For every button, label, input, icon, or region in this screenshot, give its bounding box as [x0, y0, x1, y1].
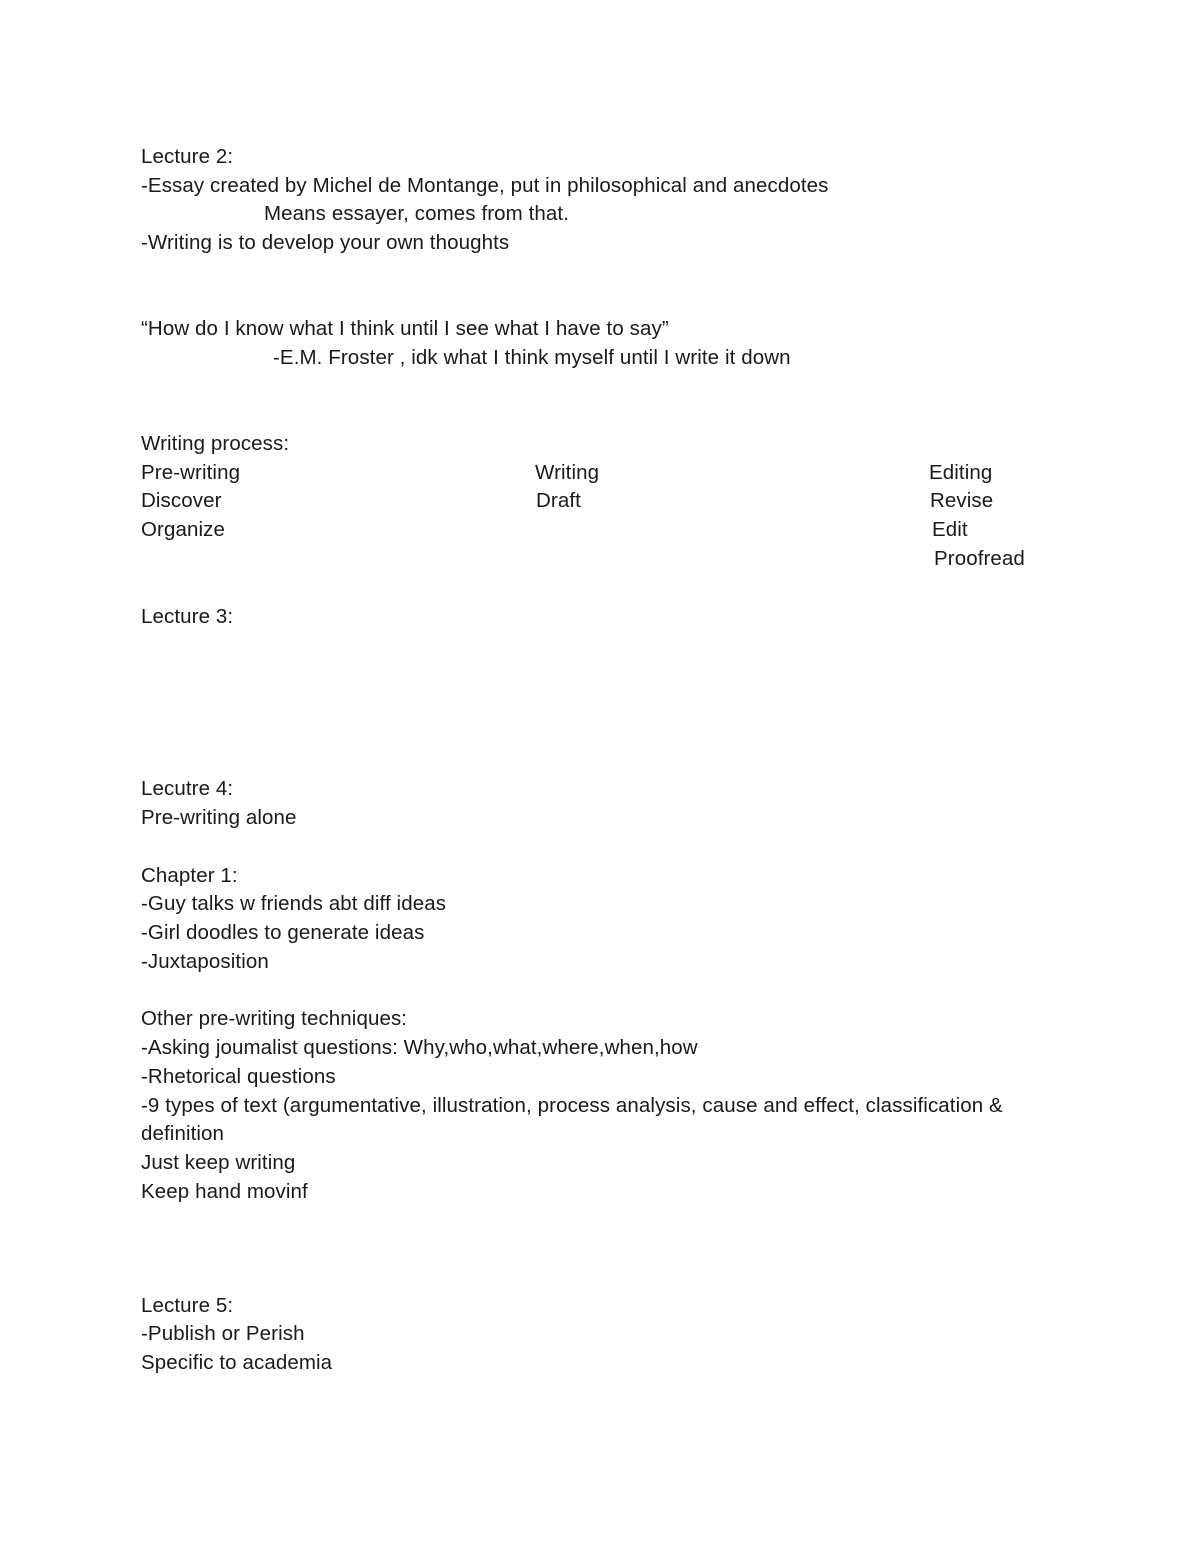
technique-item: definition [141, 1122, 225, 1145]
lecture-4-line-1: Pre-writing alone [141, 806, 297, 829]
quote-text: “How do I know what I think until I see what I have to say” [141, 317, 669, 340]
prewriting-item-discover: Discover [141, 489, 222, 512]
chapter-1-heading: Chapter 1: [141, 864, 238, 887]
lecture-2-line-2: Means essayer, comes from that. [264, 202, 570, 225]
lecture-3-heading: Lecture 3: [141, 605, 234, 628]
prewriting-item-organize: Organize [141, 518, 225, 541]
lecture-2-line-3: -Writing is to develop your own thoughts [141, 231, 510, 254]
chapter-1-item: -Guy talks w friends abt diff ideas [141, 892, 447, 915]
writing-column-title: Writing [535, 461, 600, 484]
editing-item-proofread: Proofread [934, 547, 1025, 570]
prewriting-column-title: Pre-writing [141, 461, 241, 484]
chapter-1-item: -Girl doodles to generate ideas [141, 921, 425, 944]
technique-item: -9 types of text (argumentative, illustration, process analysis, cause and effect, classification & [141, 1094, 1003, 1117]
lecture-4-heading: Lecutre 4: [141, 777, 234, 800]
other-techniques-heading: Other pre-writing techniques: [141, 1007, 408, 1030]
editing-item-edit: Edit [932, 518, 968, 541]
chapter-1-item: -Juxtaposition [141, 950, 269, 973]
lecture-5-item: -Publish or Perish [141, 1322, 305, 1345]
lecture-2-heading: Lecture 2: [141, 145, 234, 168]
quote-attribution: -E.M. Froster , idk what I think myself until I write it down [273, 346, 791, 369]
writing-process-heading: Writing process: [141, 432, 290, 455]
lecture-5-item: Specific to academia [141, 1351, 333, 1374]
technique-item: -Rhetorical questions [141, 1065, 336, 1088]
lecture-5-heading: Lecture 5: [141, 1294, 234, 1317]
technique-item: Just keep writing [141, 1151, 296, 1174]
writing-item-draft: Draft [536, 489, 581, 512]
technique-item: Keep hand movinf [141, 1180, 308, 1203]
technique-item: -Asking joumalist questions: Why,who,what,where,when,how [141, 1036, 698, 1059]
lecture-2-line-1: -Essay created by Michel de Montange, put in philosophical and anecdotes [141, 174, 829, 197]
editing-item-revise: Revise [930, 489, 994, 512]
editing-column-title: Editing [929, 461, 993, 484]
